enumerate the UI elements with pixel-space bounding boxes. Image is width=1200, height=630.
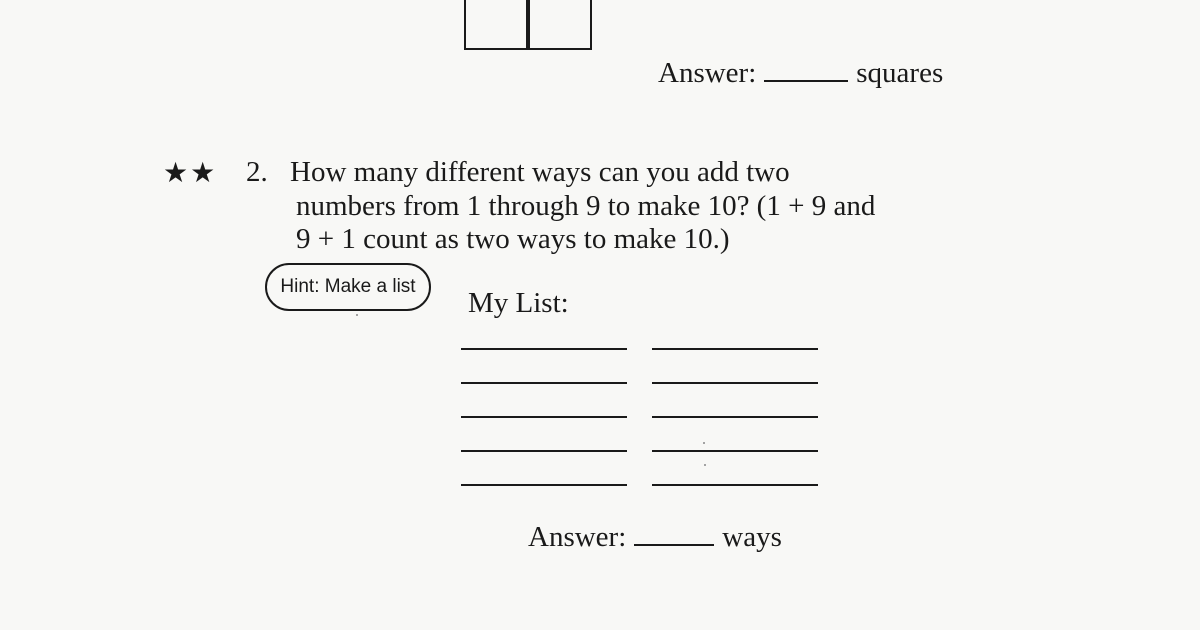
two-squares-figure (464, 0, 594, 52)
difficulty-stars: ★★ (163, 158, 218, 189)
scan-speck (703, 442, 705, 444)
square-left (464, 0, 528, 50)
answer-blank[interactable] (634, 522, 714, 546)
scan-speck (704, 464, 706, 466)
list-line[interactable] (652, 348, 818, 350)
question1-answer (658, 58, 943, 88)
answer-label: Answer: (528, 521, 627, 553)
answer-unit: ways (722, 521, 782, 553)
list-line[interactable] (461, 348, 627, 350)
question-text-line-3: 9 + 1 count as two ways to make 10.) (296, 223, 730, 255)
list-line[interactable] (652, 382, 818, 384)
square-right (528, 0, 592, 50)
answer-label: Answer: (658, 57, 757, 89)
scan-speck (356, 314, 358, 316)
question-text-line-1: How many different ways can you add two (290, 156, 790, 188)
list-line[interactable] (461, 416, 627, 418)
list-line[interactable] (461, 450, 627, 452)
list-line[interactable] (652, 484, 818, 486)
answer-blank[interactable] (764, 58, 848, 82)
answer-unit: squares (856, 57, 944, 89)
list-line[interactable] (652, 416, 818, 418)
question-text-line-2: numbers from 1 through 9 to make 10? (1 + 9 and (296, 190, 876, 222)
list-line[interactable] (461, 484, 627, 486)
list-label: My List: (468, 287, 569, 319)
list-line[interactable] (461, 382, 627, 384)
hint-bubble: Hint: Make a list (265, 263, 431, 311)
question-number: 2. (246, 156, 268, 188)
list-line[interactable] (652, 450, 818, 452)
question2-answer (528, 522, 782, 552)
